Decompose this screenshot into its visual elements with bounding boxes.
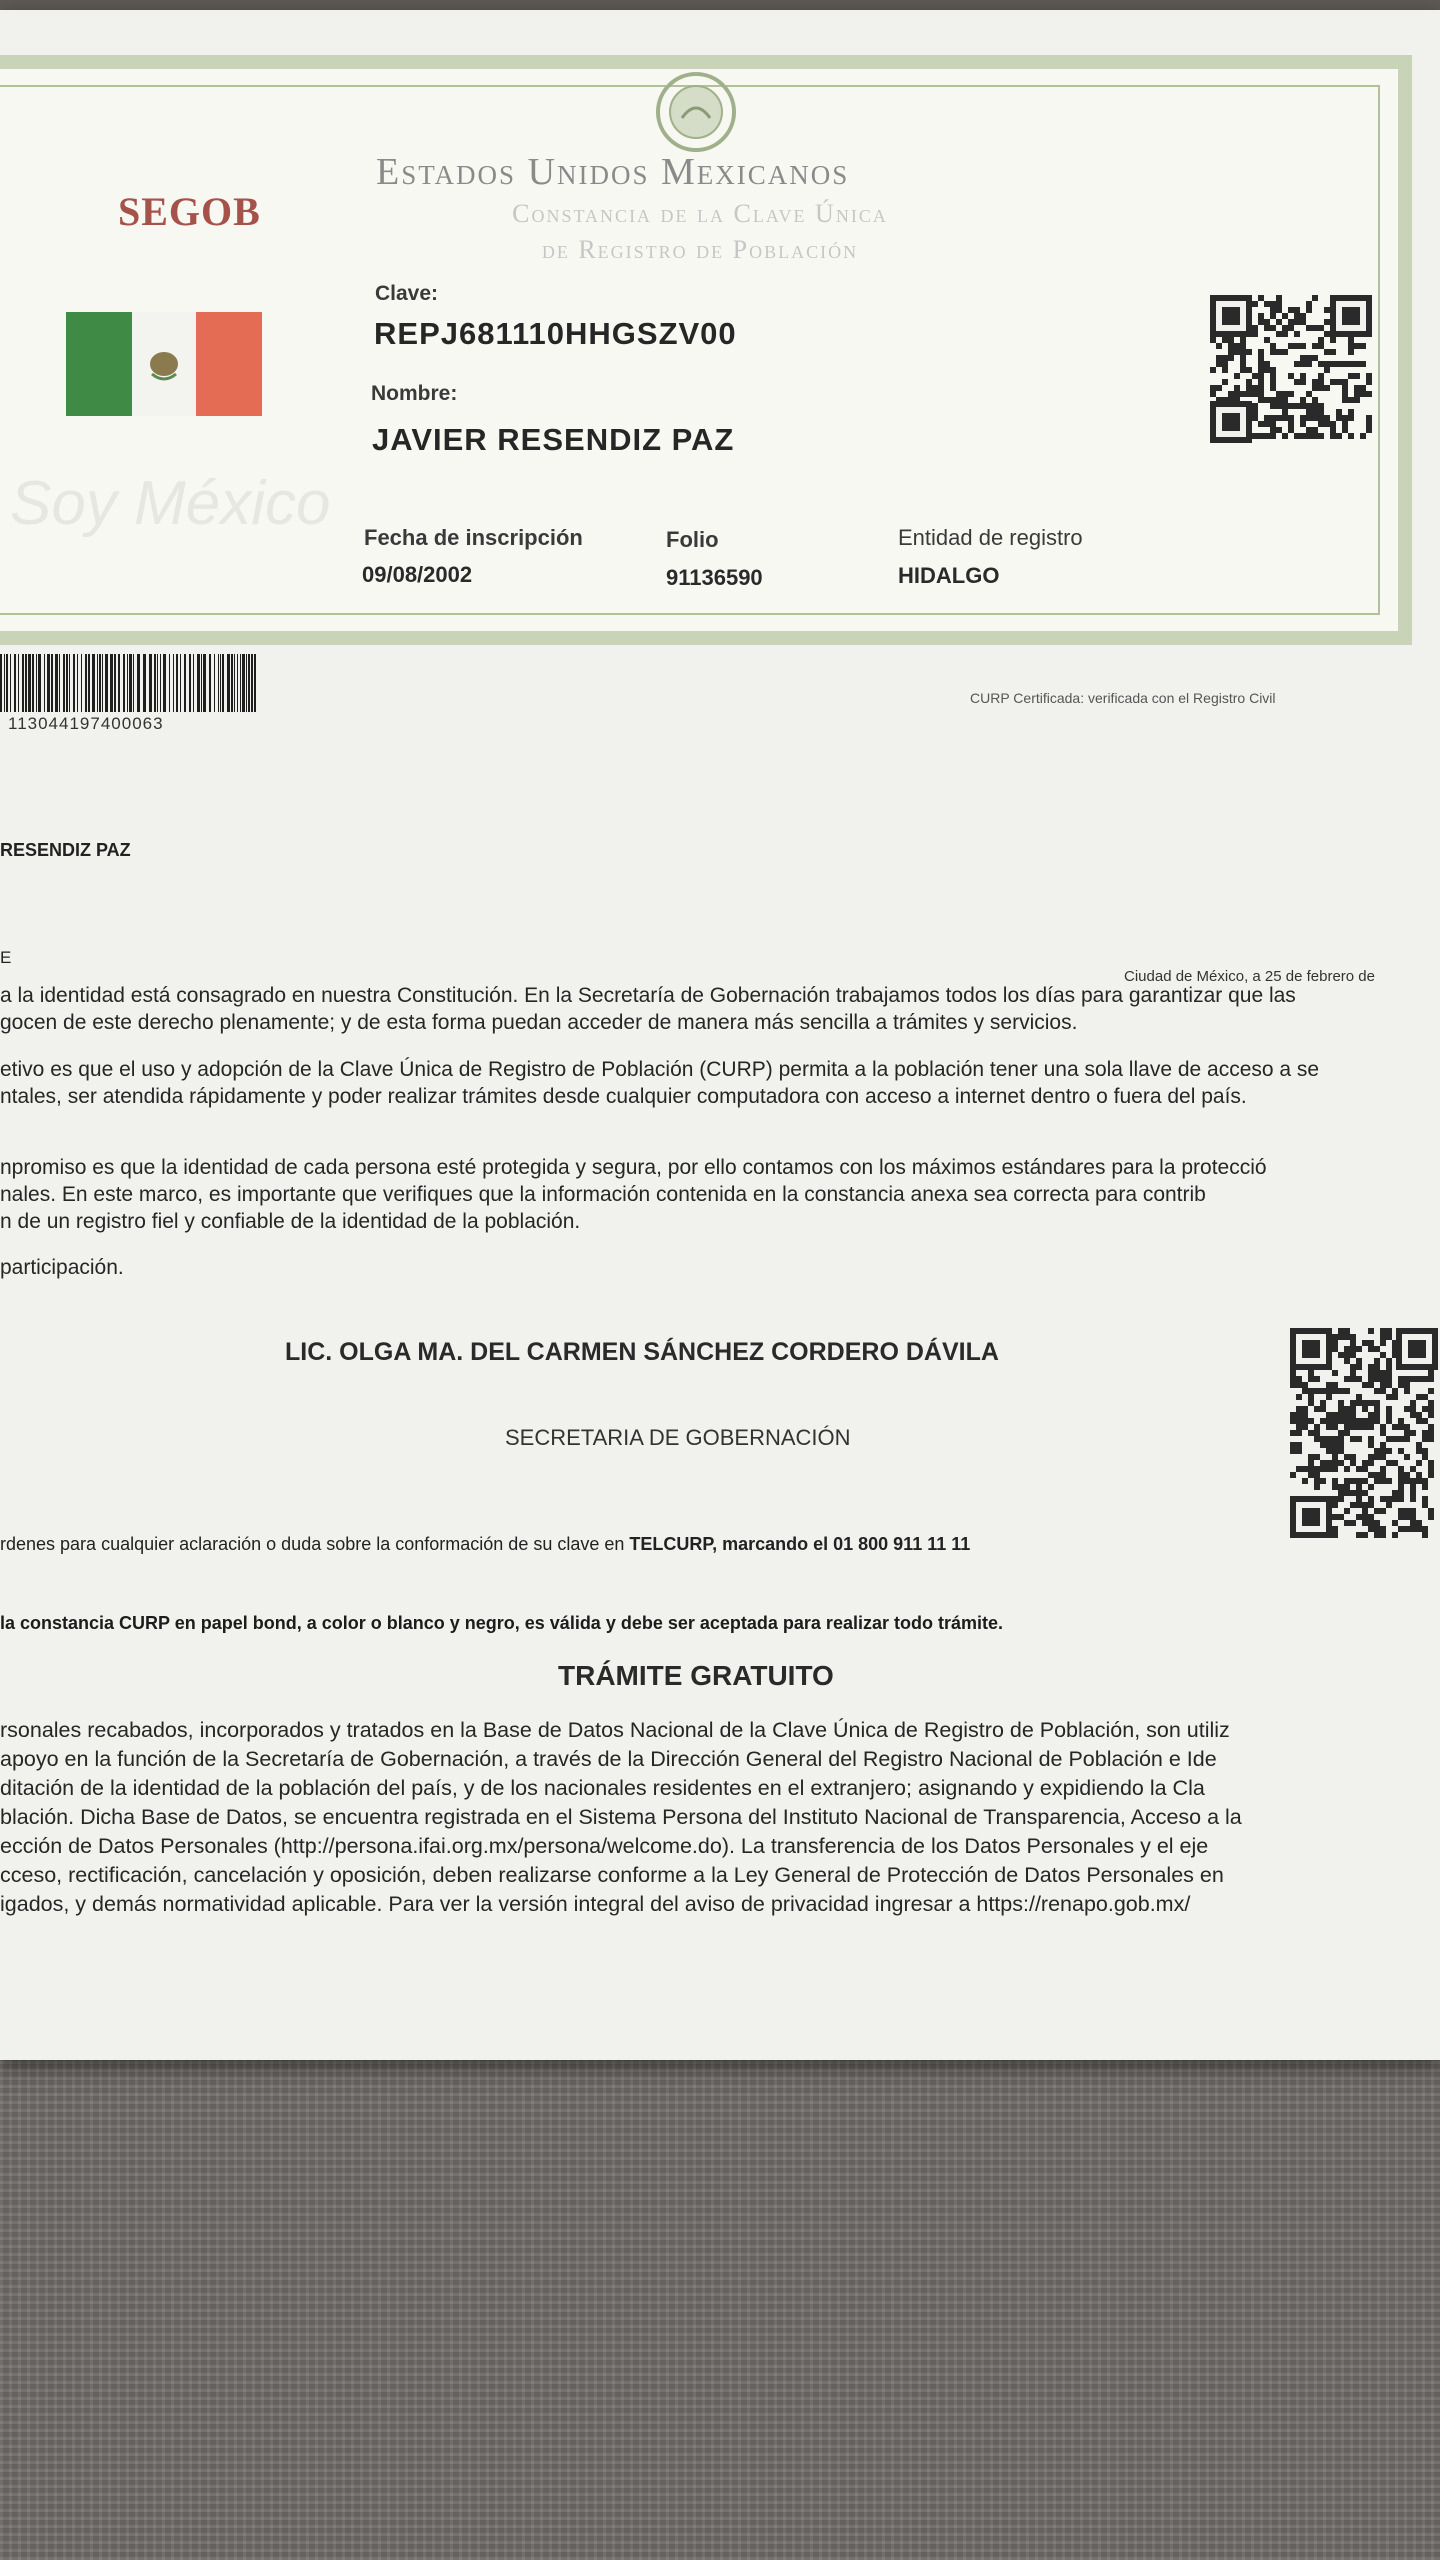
salutation: E xyxy=(0,948,12,967)
paragraph-1 xyxy=(0,982,1440,1036)
folio-value: 91136590 xyxy=(666,565,763,590)
paragraph-3 xyxy=(0,1154,1440,1235)
clave-label: Clave: xyxy=(375,282,439,305)
constancia-title xyxy=(400,196,1000,268)
recipient-name: RESENDIZ PAZ xyxy=(0,840,131,860)
table-surface xyxy=(0,2040,1440,2560)
curp-document xyxy=(0,10,1440,2060)
entidad-label: Entidad de registro xyxy=(898,525,1083,550)
letter-qr-code xyxy=(1290,1328,1438,1538)
paragraph-3-line: nales. En este marco, es importante que verifiques que la información contenida en la constancia anexa sea correcta para contrib xyxy=(0,1183,1206,1206)
paragraph-2-line: etivo es que el uso y adopción de la Clave Única de Registro de Población (CURP) permita a la población tener una sola llave de acceso a se xyxy=(0,1058,1320,1081)
signer-name: LIC. OLGA MA. DEL CARMEN SÁNCHEZ CORDERO DÁVILA xyxy=(285,1338,999,1366)
privacy-line: rsonales recabados, incorporados y tratados en la Base de Datos Nacional de la Clave Única de Registro de Población, son utiliz xyxy=(0,1718,1230,1742)
fecha-value: 09/08/2002 xyxy=(362,562,473,587)
paragraph-4: participación. xyxy=(0,1256,124,1279)
watermark: Soy México xyxy=(10,469,331,538)
privacy-line: ección de Datos Personales (http://persona.ifai.org.mx/persona/welcome.do). La transferencia de los Datos Personales y el eje xyxy=(0,1834,1209,1858)
paragraph-2-line: ntales, ser atendida rápidamente y poder realizar trámites desde cualquier computadora con acceso a internet dentro o fuera del país. xyxy=(0,1085,1247,1108)
nombre-label: Nombre: xyxy=(371,382,458,405)
privacy-notice xyxy=(0,1716,1440,1919)
barcode-number: 113044197400063 xyxy=(8,714,164,733)
paragraph-1-line: gocen de este derecho plenamente; y de esta forma puedan acceder de manera más sencilla a trámites y servicios. xyxy=(0,1011,1078,1034)
tramite-gratuito-heading: TRÁMITE GRATUITO xyxy=(558,1660,834,1691)
national-seal-icon xyxy=(652,68,740,156)
telcurp-line xyxy=(0,1534,970,1555)
clave-value: REPJ681110HHGSZV00 xyxy=(374,316,737,351)
barcode xyxy=(0,654,262,712)
nombre-value: JAVIER RESENDIZ PAZ xyxy=(372,422,735,457)
fecha-label: Fecha de inscripción xyxy=(364,525,583,550)
city-date: Ciudad de México, a 25 de febrero de xyxy=(1124,968,1375,985)
validity-note: la constancia CURP en papel bond, a color o blanco y negro, es válida y debe ser aceptada para realizar todo trámite. xyxy=(0,1613,1003,1633)
country-title: Estados Unidos Mexicanos xyxy=(376,151,850,193)
telcurp-text: rdenes para cualquier aclaración o duda sobre la conformación de su clave en xyxy=(0,1534,630,1554)
mexico-flag-icon xyxy=(66,312,262,416)
entidad-value: HIDALGO xyxy=(898,563,1000,588)
certified-note: CURP Certificada: verificada con el Registro Civil xyxy=(970,690,1276,706)
constancia-title-line1: Constancia de la Clave Única xyxy=(512,199,888,228)
paragraph-3-line: n de un registro fiel y confiable de la identidad de la población. xyxy=(0,1210,581,1233)
signer-title: SECRETARIA DE GOBERNACIÓN xyxy=(505,1425,851,1450)
constancia-title-line2: de Registro de Población xyxy=(541,235,859,264)
privacy-line: igados, y demás normatividad aplicable. Para ver la versión integral del aviso de privacidad ingresar a https://renapo.gob.mx/ xyxy=(0,1892,1191,1916)
privacy-line: ditación de la identidad de la población del país, y de los nacionales residentes en el extranjero; asignando y expidiendo la Cla xyxy=(0,1776,1205,1800)
paragraph-2 xyxy=(0,1056,1440,1110)
telcurp-number: TELCURP, marcando el 01 800 911 11 11 xyxy=(629,1534,971,1554)
paragraph-1-line: a la identidad está consagrado en nuestra Constitución. En la Secretaría de Gobernación trabajamos todos los días para garantizar que las xyxy=(0,984,1296,1007)
paragraph-3-line: npromiso es que la identidad de cada persona esté protegida y segura, por ello contamos con los máximos estándares para la protecció xyxy=(0,1156,1267,1179)
certificate-qr-code xyxy=(1210,295,1372,443)
privacy-line: apoyo en la función de la Secretaría de Gobernación, a través de la Dirección General del Registro Nacional de Población e Ide xyxy=(0,1747,1217,1771)
folio-label: Folio xyxy=(666,527,719,552)
privacy-line: blación. Dicha Base de Datos, se encuentra registrada en el Sistema Persona del Instituto Nacional de Transparencia, Acceso a la xyxy=(0,1805,1242,1829)
segob-logo: SEGOB xyxy=(118,189,261,234)
privacy-line: cceso, rectificación, cancelación y oposición, deben realizarse conforme a la Ley General de Protección de Datos Personales en xyxy=(0,1863,1224,1887)
